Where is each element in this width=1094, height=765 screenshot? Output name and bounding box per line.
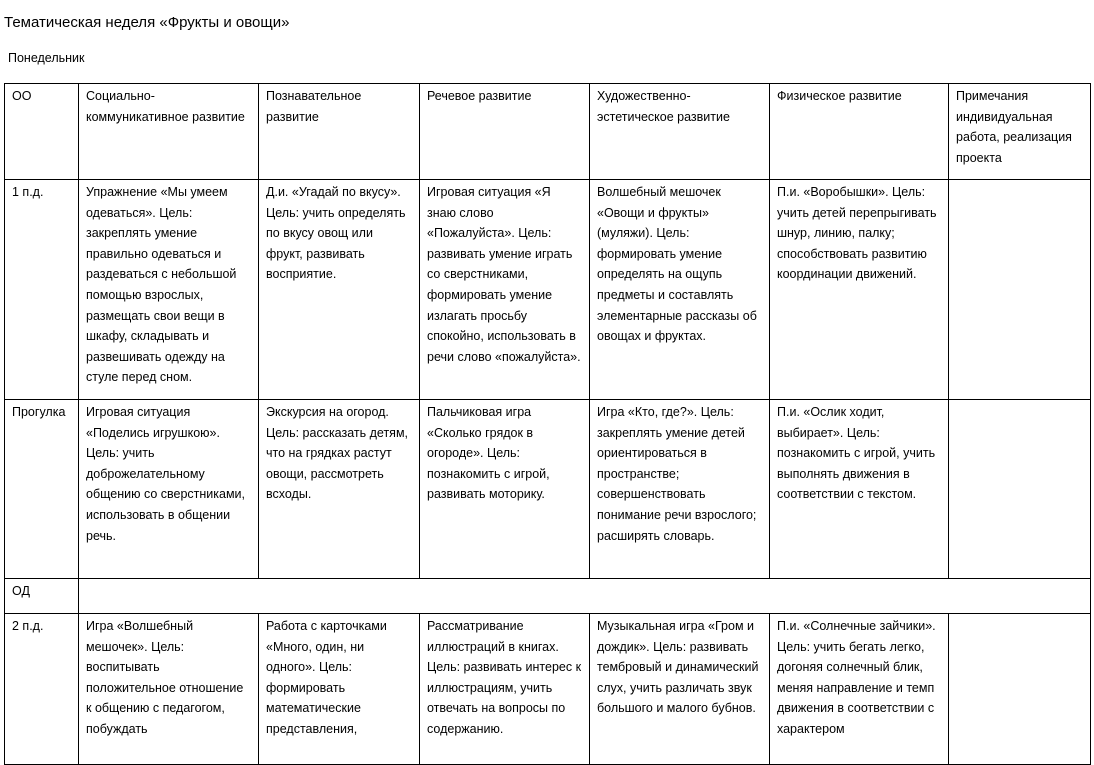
table-cell: [79, 614, 259, 765]
row-label: Прогулка: [5, 400, 79, 579]
cell-text: [956, 616, 1083, 764]
header-speech: Речевое развитие: [420, 84, 590, 180]
table-row: [5, 614, 1091, 765]
table-cell: [259, 614, 420, 765]
table-cell: [949, 400, 1091, 579]
cell-text: Игра «Волшебный мешочек». Цель: воспитывать положительное отношение к общению с педагогом, побуждать: [86, 619, 244, 736]
table-cell: [590, 614, 770, 765]
document-title: Тематическая неделя «Фрукты и овощи»: [4, 14, 290, 31]
table-cell: Игровая ситуация «Я знаю слово «Пожалуйста». Цель: развивать умение играть со сверстниками, формировать умение излагать просьбу спокойно, использовать в речи слово «пожалуйста».: [420, 180, 590, 400]
table-cell: [420, 614, 590, 765]
table-cell: Упражнение «Мы умеем одеваться». Цель: закреплять умение правильно одеваться и раздеваться с небольшой помощью взрослых, размещать свои вещи в шкафу, складывать и развешивать одежду на стуле перед сном.: [79, 180, 259, 400]
table-cell: П.и. «Воробышки». Цель: учить детей перепрыгивать шнур, линию, палку; способствовать развитию координации движений.: [770, 180, 949, 400]
header-oo: ОО: [5, 84, 79, 180]
table-cell: Д.и. «Угадай по вкусу». Цель: учить определять по вкусу овощ или фрукт, развивать восприятие.: [259, 180, 420, 400]
row-label: [5, 614, 79, 765]
activity-plan-table: [4, 83, 1091, 765]
cell-text: Рассматривание иллюстраций в книгах. Цель: развивать интерес к иллюстрациям, учить отвечать на вопросы по содержанию.: [427, 619, 582, 736]
header-artistic: Художественно-эстетическое развитие: [590, 84, 770, 180]
table-row: [5, 579, 1091, 614]
table-cell: [949, 614, 1091, 765]
cell-text: 2 п.д.: [12, 619, 44, 633]
table-cell: [949, 180, 1091, 400]
table-cell: Игра «Кто, где?». Цель: закреплять умение детей ориентироваться в пространстве; совершенствовать понимание речи взрослого; расширять словарь.: [590, 400, 770, 579]
cell-text: Работа с карточками «Много, один, ни одного». Цель: формировать математические представления,: [266, 619, 387, 736]
table-cell: [770, 614, 949, 765]
cell-text: П.и. «Солнечные зайчики». Цель: учить бегать легко, догоняя солнечный блик, меняя направление и темп движения в соответствии с характером: [777, 619, 936, 736]
header-cognitive: Познавательное развитие: [259, 84, 420, 180]
header-row: [5, 84, 1091, 180]
table-cell: Экскурсия на огород. Цель: рассказать детям, что на грядках растут овощи, рассмотреть всходы.: [259, 400, 420, 579]
table-row: [5, 400, 1091, 579]
cell-text: Музыкальная игра «Гром и дождик». Цель: развивать тембровый и динамический слух, учить различать звук большого и малого бубнов.: [597, 619, 759, 716]
header-social: Социально-коммуникативное развитие: [79, 84, 259, 180]
header-physical: Физическое развитие: [770, 84, 949, 180]
table-cell: Пальчиковая игра «Сколько грядок в огороде». Цель: познакомить с игрой, развивать моторику.: [420, 400, 590, 579]
table-cell: Волшебный мешочек «Овощи и фрукты» (муляжи). Цель: формировать умение определять на ощупь предметы и составлять элементарные рассказы об овощах и фруктах.: [590, 180, 770, 400]
row-label: 1 п.д.: [5, 180, 79, 400]
header-notes: Примечания индивидуальная работа, реализация проекта: [949, 84, 1091, 180]
merged-cell: [79, 579, 1091, 614]
day-label: Понедельник: [8, 51, 85, 65]
table-cell: П.и. «Ослик ходит, выбирает». Цель: познакомить с игрой, учить выполнять движения в соответствии с текстом.: [770, 400, 949, 579]
row-label: ОД: [5, 579, 79, 614]
table-row: [5, 180, 1091, 400]
table-cell: Игровая ситуация «Поделись игрушкою». Цель: учить доброжелательному общению со сверстниками, использовать в общении речь.: [79, 400, 259, 579]
